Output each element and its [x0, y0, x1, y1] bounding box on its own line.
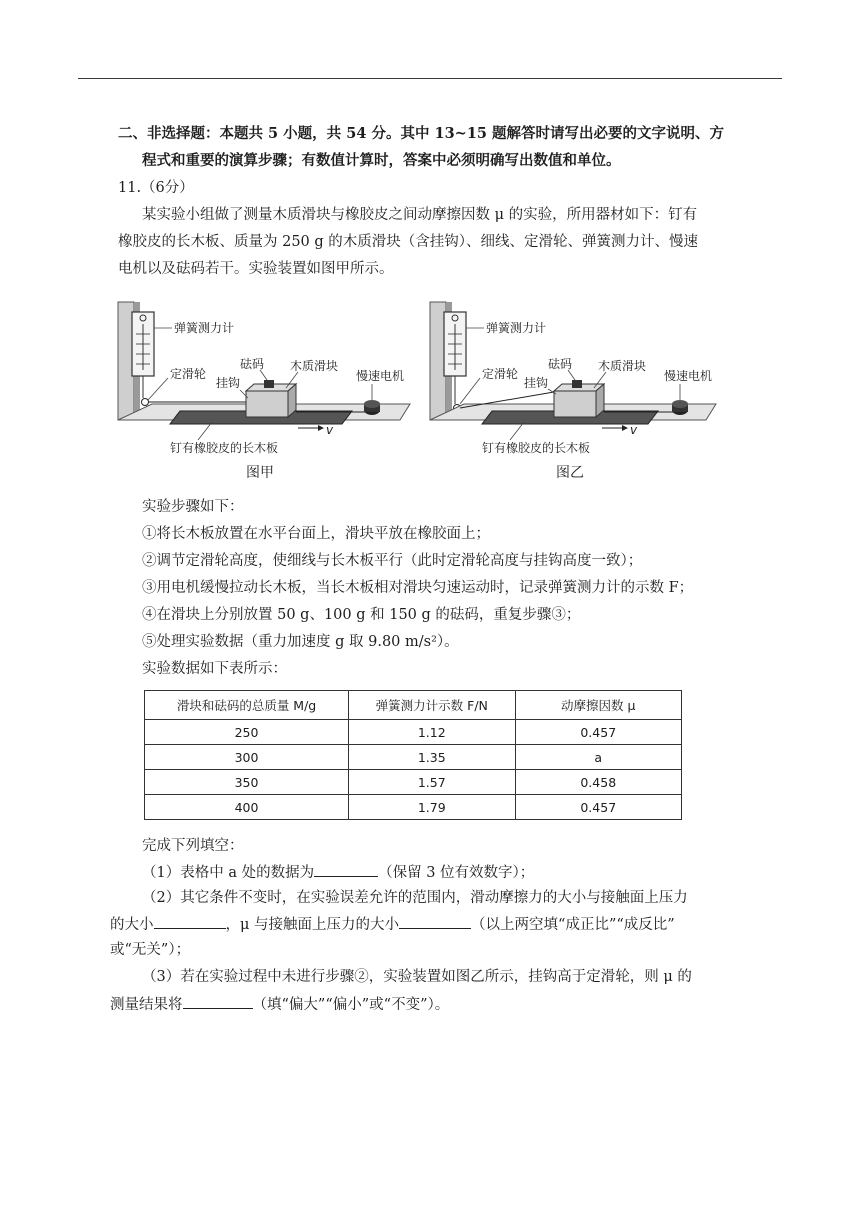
- answer-blank-2[interactable]: [154, 914, 226, 929]
- label-block-b: 木质滑块: [598, 359, 647, 373]
- wood-block: [246, 391, 288, 417]
- cell-mu: a: [515, 745, 681, 770]
- step-2: ②调节定滑轮高度，使细线与长木板平行（此时定滑轮高度与挂钩高度一致）；: [142, 553, 643, 569]
- fill-q1-text: （1）表格中 a 处的数据为: [142, 865, 315, 881]
- answer-blank-1[interactable]: [314, 862, 378, 877]
- cell-mu: 0.457: [515, 720, 681, 745]
- question-intro-2: 橡胶皮的长木板、质量为 250 g 的木质滑块（含挂钩）、细线、定滑轮、弹簧测力计、慢速: [118, 234, 699, 250]
- header-force: 弹簧测力计示数 F/N: [349, 691, 515, 720]
- cell-force: 1.12: [349, 720, 515, 745]
- wood-block-b: [554, 391, 596, 417]
- fill-q3-text-1: 测量结果将: [110, 997, 183, 1013]
- fill-q2-text-3: （以上两空填“成正比”“成反比”: [471, 917, 675, 933]
- caption-figure-a: 图甲: [246, 465, 274, 481]
- cell-mass: 300: [145, 745, 349, 770]
- steps-title: 实验步骤如下：: [142, 499, 244, 515]
- caption-figure-b: 图乙: [556, 465, 584, 481]
- question-number: 11.（6分）: [118, 180, 194, 196]
- header-rule: [78, 78, 782, 79]
- table-intro: 实验数据如下表所示：: [142, 661, 287, 677]
- label-weight-a: 砝码: [240, 357, 265, 371]
- fill-q3-line2: [110, 994, 449, 1015]
- label-motor-a: 慢速电机: [356, 369, 405, 383]
- table-row: [145, 720, 682, 745]
- label-motor-b: 慢速电机: [664, 369, 713, 383]
- label-pulley-b: 定滑轮: [482, 367, 519, 381]
- label-block-a: 木质滑块: [290, 359, 339, 373]
- step-4: ④在滑块上分别放置 50 g、100 g 和 150 g 的砝码，重复步骤③；: [142, 607, 581, 623]
- label-hook-b: 挂钩: [524, 376, 549, 390]
- step-3: ③用电机缓慢拉动长木板，当长木板相对滑块匀速运动时，记录弹簧测力计的示数 F；: [142, 580, 694, 596]
- cell-mu: 0.458: [515, 770, 681, 795]
- answer-blank-3[interactable]: [399, 914, 471, 929]
- data-table: [144, 690, 682, 820]
- weight: [264, 380, 274, 388]
- cell-mu: 0.457: [515, 795, 681, 820]
- fill-q3-text-2: （填“偏大”“偏小”或“不变”）。: [252, 997, 450, 1013]
- label-spring-scale-a: 弹簧测力计: [174, 321, 235, 335]
- cell-force: 1.79: [349, 795, 515, 820]
- header-mass: 滑块和砝码的总质量 M/g: [145, 691, 349, 720]
- cell-mass: 250: [145, 720, 349, 745]
- label-hook-a: 挂钩: [216, 376, 241, 390]
- label-weight-b: 砝码: [548, 357, 573, 371]
- fill-q2-text-2: ，μ 与接触面上压力的大小: [225, 917, 400, 933]
- pulley: [142, 399, 149, 406]
- header-mu: 动摩擦因数 μ: [515, 691, 681, 720]
- table-row: [145, 795, 682, 820]
- answer-blank-4[interactable]: [183, 994, 253, 1009]
- fill-q1-note: （保留 3 位有效数字）；: [378, 865, 535, 881]
- table-row: [145, 745, 682, 770]
- table-row: [145, 770, 682, 795]
- fill-title: 完成下列填空：: [142, 838, 244, 854]
- label-board-b: 钉有橡胶皮的长木板: [482, 441, 591, 454]
- cell-mass: 400: [145, 795, 349, 820]
- fill-q2-line3: 或“无关”）；: [110, 942, 191, 958]
- fill-q1: [142, 862, 534, 883]
- section-title-line2: 程式和重要的演算步骤；有数值计算时，答案中必须明确写出数值和单位。: [142, 152, 621, 169]
- cell-mass: 350: [145, 770, 349, 795]
- label-board-a: 钉有橡胶皮的长木板: [170, 441, 279, 454]
- section-title-line1: 二、非选择题：本题共 5 小题，共 54 分。其中 13~15 题解答时请写出必要的文字说明、方: [118, 125, 725, 142]
- velocity-label-a: v: [326, 423, 334, 437]
- figure-b: [424, 294, 724, 454]
- question-intro-3: 电机以及砝码若干。实验装置如图甲所示。: [118, 261, 394, 277]
- label-pulley-a: 定滑轮: [170, 367, 207, 381]
- fill-q2-text-1: 的大小: [110, 917, 154, 933]
- velocity-label-b: v: [630, 423, 638, 437]
- fill-q2-line1: （2）其它条件不变时，在实验误差允许的范围内，滑动摩擦力的大小与接触面上压力: [142, 890, 688, 906]
- weight-b: [572, 380, 582, 388]
- question-intro-1: 某实验小组做了测量木质滑块与橡胶皮之间动摩擦因数 μ 的实验，所用器材如下：钉有: [142, 207, 698, 223]
- cell-force: 1.57: [349, 770, 515, 795]
- step-1: ①将长木板放置在水平台面上，滑块平放在橡胶面上；: [142, 526, 490, 542]
- figure-a: [112, 294, 422, 454]
- cell-force: 1.35: [349, 745, 515, 770]
- fill-q3-line1: （3）若在实验过程中未进行步骤②，实验装置如图乙所示，挂钩高于定滑轮，则 μ 的: [142, 969, 692, 985]
- table-header-row: [145, 691, 682, 720]
- label-spring-scale-b: 弹簧测力计: [486, 321, 547, 335]
- step-5: ⑤处理实验数据（重力加速度 g 取 9.80 m/s²）。: [142, 634, 459, 650]
- fill-q2-line2: [110, 914, 675, 935]
